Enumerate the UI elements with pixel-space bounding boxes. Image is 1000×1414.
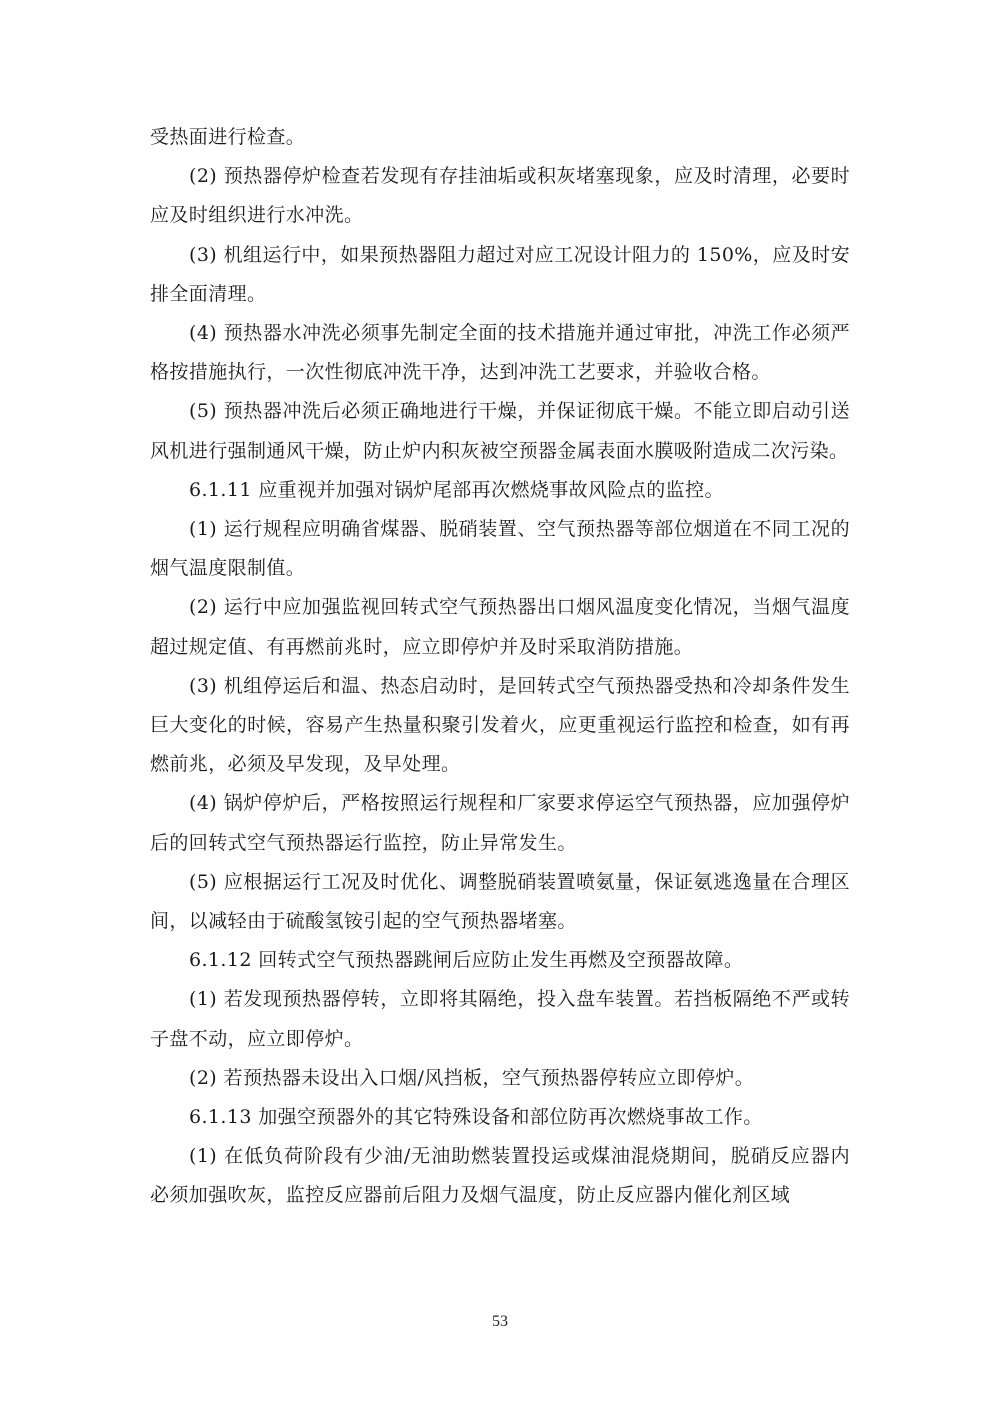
paragraph: (3) 机组停运后和温、热态启动时，是回转式空气预热器受热和冷却条件发生巨大变化的时候，容易产生热量积聚引发着火，应更重视运行监控和检查，如有再燃前兆，必须及早发现，及早处理。 xyxy=(150,674,850,776)
section-heading: 6.1.11 应重视并加强对锅炉尾部再次燃烧事故风险点的监控。 xyxy=(189,478,724,501)
paragraph: (1) 运行规程应明确省煤器、脱硝装置、空气预热器等部位烟道在不同工况的烟气温度限制值。 xyxy=(150,518,850,580)
paragraph: (4) 预热器水冲洗必须事先制定全面的技术措施并通过审批，冲洗工作必须严格按措施执行，一次性彻底冲洗干净，达到冲洗工艺要求，并验收合格。 xyxy=(150,322,850,384)
page-number: 53 xyxy=(492,1313,508,1330)
section-heading: 6.1.12 回转式空气预热器跳闸后应防止发生再燃及空预器故障。 xyxy=(189,949,744,972)
paragraph: (2) 预热器停炉检查若发现有存挂油垢或积灰堵塞现象，应及时清理，必要时应及时组织进行水冲洗。 xyxy=(150,165,850,227)
paragraph: (3) 机组运行中，如果预热器阻力超过对应工况设计阻力的 150%，应及时安排全面清理。 xyxy=(150,243,850,305)
paragraph: (5) 预热器冲洗后必须正确地进行干燥，并保证彻底干燥。不能立即启动引送风机进行强制通风干燥，防止炉内积灰被空预器金属表面水膜吸附造成二次污染。 xyxy=(150,400,850,462)
document-body xyxy=(150,118,850,1216)
paragraph: (1) 在低负荷阶段有少油/无油助燃装置投运或煤油混烧期间，脱硝反应器内必须加强吹灰，监控反应器前后阻力及烟气温度，防止反应器内催化剂区域 xyxy=(150,1145,850,1207)
paragraph: (5) 应根据运行工况及时优化、调整脱硝装置喷氨量，保证氨逃逸量在合理区间，以减轻由于硫酸氢铵引起的空气预热器堵塞。 xyxy=(150,870,850,933)
section-heading: 6.1.13 加强空预器外的其它特殊设备和部位防再次燃烧事故工作。 xyxy=(189,1106,763,1129)
paragraph: (1) 若发现预热器停转，立即将其隔绝，投入盘车装置。若挡板隔绝不严或转子盘不动，应立即停炉。 xyxy=(150,988,850,1050)
paragraph: (4) 锅炉停炉后，严格按照运行规程和厂家要求停运空气预热器，应加强停炉后的回转式空气预热器运行监控，防止异常发生。 xyxy=(150,792,850,854)
paragraph: 受热面进行检查。 xyxy=(150,126,306,148)
paragraph: (2) 若预热器未设出入口烟/风挡板，空气预热器停转应立即停炉。 xyxy=(189,1066,755,1089)
paragraph: (2) 运行中应加强监视回转式空气预热器出口烟风温度变化情况，当烟气温度超过规定值、有再燃前兆时，应立即停炉并及时采取消防措施。 xyxy=(150,596,850,658)
